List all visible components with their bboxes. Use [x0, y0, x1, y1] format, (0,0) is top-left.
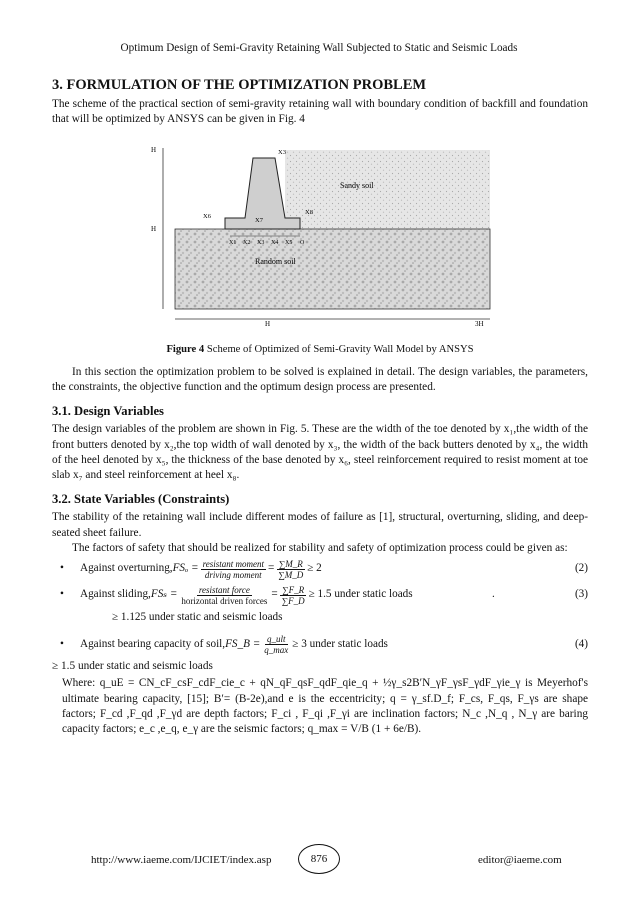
random-soil-region — [175, 229, 490, 309]
eq3-tail: ≥ 1.5 under static loads — [308, 588, 413, 601]
figure-4-caption — [52, 342, 588, 357]
eq4-lead: Against bearing capacity of soil, — [80, 637, 226, 650]
bullet-icon: • — [60, 562, 64, 575]
eq4-extra: ≥ 1.5 under static and seismic loads — [52, 660, 213, 673]
eq3-extra: ≥ 1.125 under static and seismic loads — [112, 611, 283, 624]
eq4-lhs: FS_B = — [225, 637, 261, 650]
eq3-fraction-sum — [280, 585, 307, 606]
label-h-mid: H — [151, 224, 157, 233]
sandy-soil-region — [277, 150, 490, 229]
eq3-denominator-sum: ∑F_D — [281, 595, 305, 606]
bullet-icon: • — [60, 588, 64, 601]
section-3-1-text: The design variables of the problem are shown in Fig. 5. These are the width of the toe denoted by x₁,the width of the front butters denoted by x₂,the top width of wall denoted by x₃, the width of the back butters denoted by x₄, the width of the heel denoted by x₅, the thickness of the base denoted by x₆, steel reinforcement required to resist moment at toe slab x₇ and steel reinforcement at heel x₈. — [52, 423, 588, 482]
running-head: Optimum Design of Semi-Gravity Retaining Wall Subjected to Static and Seismic Loads — [120, 42, 518, 54]
section-3-2-text2: The factors of safety that should be realized for stability and safety of optimization process could be given as: — [72, 541, 568, 554]
section-3-2-heading: 3.2. State Variables (Constraints) — [52, 492, 230, 507]
equation-3 — [52, 582, 588, 608]
eq2-lhs: FSₒ = — [172, 562, 199, 575]
eq2-fraction-sum — [276, 559, 305, 580]
section-3-intro: The scheme of the practical section of semi-gravity retaining wall with boundary condition of backfill and foundation that will be optimized by ANSYS can be given in Fig. 4 — [52, 98, 588, 126]
equation-2 — [52, 556, 588, 582]
label-x8: X8 — [305, 208, 313, 216]
eq2-fraction — [201, 559, 266, 580]
label-x3-base: X3 — [257, 239, 265, 246]
page-number: 876 — [298, 844, 340, 874]
eq4-fraction — [262, 634, 290, 655]
eq4-denominator: q_max — [264, 644, 289, 655]
label-h-top: H — [151, 145, 157, 154]
eq3-number: (3) — [574, 588, 588, 601]
footer-email[interactable]: editor@iaeme.com — [478, 854, 562, 866]
eq4-tail: ≥ 3 under static loads — [292, 637, 388, 650]
figure-4-diagram — [145, 136, 495, 336]
label-x3: X3 — [278, 148, 286, 156]
section-3-heading: 3. FORMULATION OF THE OPTIMIZATION PROBLEM — [52, 77, 427, 93]
equation-4 — [52, 631, 588, 657]
label-h-bottom: H — [265, 319, 271, 328]
label-sandy-soil: Sandy soil — [340, 180, 374, 190]
eq2-lead: Against overturning, — [80, 562, 173, 575]
eq2-number: (2) — [574, 562, 588, 575]
section-3-1-heading: 3.1. Design Variables — [52, 404, 164, 419]
main-content — [52, 68, 588, 737]
section-3-2-text1: The stability of the retaining wall include different modes of failure as [1], structural, overturning, sliding, and deep-seated sheet failure. — [52, 511, 588, 539]
where-text: Where: q_uE = CN_cF_csF_cdF_cie_c + qN_qF_qsF_qdF_qie_q + ½γ_s2B′N_γF_γsF_γdF_γie_γ is Meyerhof's ultimate bearing capacity, [15]; B′= (B-2e),and e is the eccentricity; q = γ_sf.D_f; F_cs, F_qs, F_γs are shape factors; F_cd ,F_qd ,F_γd are depth factors; F_ci , F_qi ,F_γi are inclination factors; N_c ,N_q , N_γ are baring capacity factors; e_c ,e_q, e_γ are the seismic factors; q_max = V/B (1 + 6e/B). — [62, 677, 588, 736]
label-x1: X1 — [229, 239, 237, 246]
figure-4-caption-text: Scheme of Optimized of Semi-Gravity Wall Model by ANSYS — [204, 343, 474, 355]
label-x5: X5 — [285, 239, 293, 246]
eq2-mid: = — [268, 562, 275, 575]
label-x2: X2 — [243, 239, 251, 246]
label-random-soil: Random soil — [255, 256, 296, 266]
eq4-numerator: q_ult — [267, 633, 286, 644]
footer-url[interactable]: http://www.iaeme.com/IJCIET/index.asp — [91, 854, 272, 866]
bullet-icon: • — [60, 637, 64, 650]
label-x6: X6 — [203, 212, 211, 220]
eq2-tail: ≥ 2 — [307, 562, 322, 575]
eq3-denominator: horizontal driven forces — [181, 595, 268, 606]
eq2-numerator: resistant moment — [202, 558, 264, 569]
eq3-fraction — [179, 585, 269, 606]
eq4-number: (4) — [574, 637, 588, 650]
eq3-mid: = — [271, 588, 278, 601]
eq2-denominator: driving moment — [204, 569, 262, 580]
label-3h: 3H — [475, 319, 484, 328]
label-x4: X4 — [271, 239, 279, 246]
eq3-numerator-sum: ∑F_R — [282, 584, 305, 595]
figure-4-label: Figure 4 — [166, 343, 205, 355]
eq3-lead: Against sliding, — [80, 588, 151, 601]
eq3-dot: . — [492, 588, 495, 601]
eq3-lhs: FSₛ = — [150, 588, 178, 601]
eq3-numerator: resistant force — [198, 584, 250, 595]
label-o: O — [300, 239, 305, 246]
eq2-denominator-sum: ∑M_D — [278, 569, 304, 580]
page-footer — [0, 842, 638, 872]
section-paragraph: In this section the optimization problem to be solved is explained in detail. The design variables, the parameters, the constraints, the objective function and the optimum design process are presented. — [52, 365, 588, 394]
label-x7: X7 — [255, 216, 263, 224]
eq2-numerator-sum: ∑M_R — [278, 558, 303, 569]
